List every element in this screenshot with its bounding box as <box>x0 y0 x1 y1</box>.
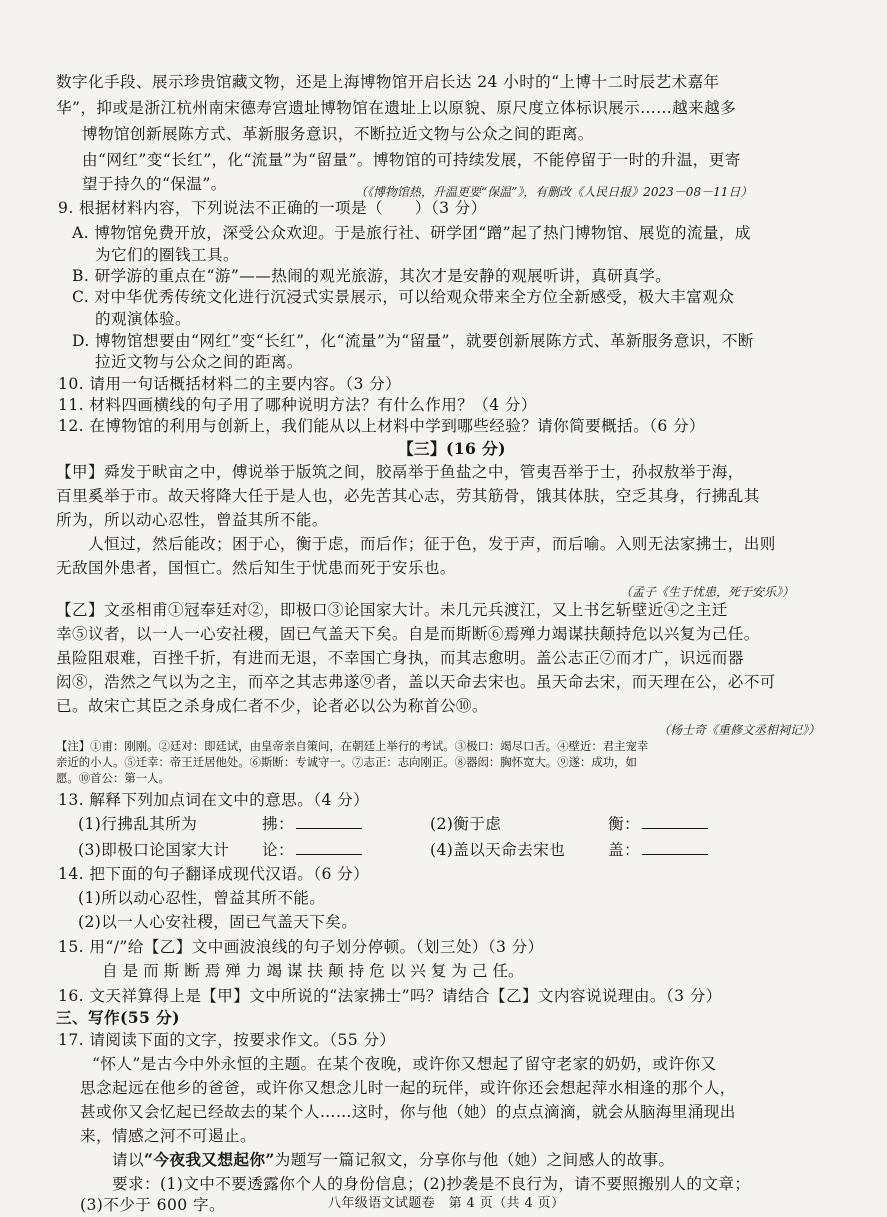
jia-line: 百里奚举于市。故天将降大任于是人也，必先苦其心志，劳其筋骨，饿其体肤，空乏其身，行拂乱其 <box>56 487 760 505</box>
material-line: 华”，抑或是浙江杭州南宋德寿宫遗址博物馆在遗址上以原貌、原尺度立体标识展示……越来越多 <box>56 99 737 117</box>
question-13: 13. 解释下列加点词在文中的意思。（4 分） <box>58 791 370 809</box>
q13-item: (3)即极口论国家大计 <box>78 841 230 859</box>
question-11: 11. 材料四画横线的句子用了哪种说明方法？有什么作用？（4 分） <box>58 396 537 414</box>
question-17: 17. 请阅读下面的文字，按要求作文。（55 分） <box>58 1031 396 1049</box>
q9-option: B. 研学游的重点在“游”——热闹的观光旅游，其次才是安静的观展听讲，真研真学。 <box>72 267 672 285</box>
prompt-line: 来，情感之河不可遏止。 <box>80 1127 256 1145</box>
q14-item: (1)所以动心忍性，曾益其所不能。 <box>78 889 326 907</box>
prompt-line: “怀人”是古今中外永恒的主题。在某个夜晚，或许你又想起了留守老家的奶奶，或许你又 <box>92 1055 717 1073</box>
q9-option: 的观演体验。 <box>95 310 191 328</box>
question-9: 9. 根据材料内容，下列说法不正确的一项是（ ）（3 分） <box>58 199 487 217</box>
question-14: 14. 把下面的句子翻译成现代汉语。（6 分） <box>58 865 370 883</box>
prompt-line: 甚或你又会忆起已经故去的某个人……这时，你与他（她）的点点滴滴，就会从脑海里涌现出 <box>80 1103 736 1121</box>
yi-line: 已。故宋亡其臣之杀身成仁者不少，论者必以公为称首公⑩。 <box>56 697 488 715</box>
q13-item: (4)盖以天命去宋也 <box>430 841 566 859</box>
requirement-line: 要求：(1)文中不要透露你个人的身份信息；(2)抄袭是不良行为，请不要照搬别人的文章； <box>112 1175 751 1193</box>
yi-source: （杨士奇《重修文丞相祠记》） <box>658 723 821 737</box>
question-15: 15. 用“/”给【乙】文中画波浪线的句子划分停顿。（划三处）（3 分） <box>58 938 544 956</box>
task-prefix: 请以 <box>112 1151 144 1169</box>
answer-blank[interactable] <box>296 812 362 829</box>
q13-answer[interactable] <box>608 812 708 836</box>
yi-line: 闳⑧，浩然之气以为之主，而卒之其志弗遂⑨者，盖以天命去宋也。虽天命去宋，而天理在公，必不可 <box>56 673 776 691</box>
yi-line: 虽险阻艰难，百挫千折，有进而无退，不幸国亡身执，而其志愈明。盖公志正⑦而才广，识远而器 <box>56 649 744 667</box>
q13-answer[interactable] <box>262 812 362 836</box>
yi-line: 【乙】文丞相甫①冠奉廷对②，即极口③论国家大计。未几元兵渡江，又上书乞斩壁近④之主迁 <box>56 601 728 619</box>
q13-word: 论： <box>262 841 294 859</box>
annotation-line: 【注】①甫：刚刚。②廷对：即廷试，由皇帝亲自策问，在朝廷上举行的考试。③极口：竭尽口舌。④壁近：君主宠幸 <box>56 739 649 753</box>
q9-option: C. 对中华优秀传统文化进行沉浸式实景展示，可以给观众带来全方位全新感受，极大丰富观众 <box>72 288 735 306</box>
essay-title: “今夜我又想起你” <box>144 1150 275 1169</box>
q9-option: 拉近文物与公众之间的距离。 <box>95 353 303 371</box>
answer-blank[interactable] <box>642 838 708 855</box>
q13-word: 拂： <box>262 815 294 833</box>
q13-word: 盖： <box>608 841 640 859</box>
q15-sentence: 自 是 而 斯 断 焉 殚 力 竭 谋 扶 颠 持 危 以 兴 复 为 己 任。 <box>102 962 524 980</box>
annotation-line: 亲近的小人。⑤迁幸：帝王迁居他处。⑥斯断：专诚守一。⑦志正：志向刚正。⑧器闳：胸怀宽大。⑨遂：成功，如 <box>56 755 637 769</box>
q13-answer[interactable] <box>262 838 362 862</box>
material-line: 博物馆创新展陈方式、革新服务意识，不断拉近文物与公众之间的距离。 <box>82 125 594 143</box>
task-suffix: 为题写一篇记叙文，分享你与他（她）之间感人的故事。 <box>274 1151 675 1169</box>
q9-option: A. 博物馆免费开放，深受公众欢迎。于是旅行社、研学团“蹭”起了热门博物馆、展览的流量，成 <box>72 224 751 242</box>
q9-option: 为它们的圈钱工具。 <box>95 246 239 264</box>
requirement-line: (3)不少于 600 字。 <box>80 1196 225 1214</box>
prompt-line: 思念起远在他乡的爸爸，或许你又想念儿时一起的玩伴，或许你还会想起萍水相逢的那个人， <box>80 1079 736 1097</box>
material-line: 望于持久的“保温”。 <box>82 175 227 193</box>
question-12: 12. 在博物馆的利用与创新上，我们能从以上材料中学到哪些经验？请你简要概括。（6 分） <box>58 417 705 435</box>
jia-line: 【甲】舜发于畎亩之中，傅说举于版筑之间，胶鬲举于鱼盐之中，管夷吾举于士，孙叔敖举于海， <box>56 463 744 481</box>
page-footer: 八年级语文试题卷 第 4 页（共 4 页） <box>328 1196 565 1211</box>
yi-line: 幸⑤议者，以一人一心安社稷，固已气盖天下矣。自是而斯断⑥焉殚力竭谋扶颠持危以兴复为己任。 <box>56 625 760 643</box>
annotation-line: 愿。⑩首公：第一人。 <box>56 771 170 785</box>
question-10: 10. 请用一句话概括材料二的主要内容。（3 分） <box>58 375 402 393</box>
material-line: 由“网红”变“长红”，化“流量”为“留量”。博物馆的可持续发展，不能停留于一时的升温，更寄 <box>82 151 741 169</box>
question-16: 16. 文天祥算得上是【甲】文中所说的“法家拂士”吗？请结合【乙】文内容说说理由。（3 分） <box>58 987 722 1005</box>
jia-line: 人恒过，然后能改；困于心，衡于虑，而后作；征于色，发于声，而后喻。入则无法家拂士，出则 <box>88 535 776 553</box>
q9-option: D. 博物馆想要由“网红”变“长红”，化“流量”为“留量”，就要创新展陈方式、革新服务意识，不断 <box>72 332 754 350</box>
material-line: 数字化手段、展示珍贵馆藏文物，还是上海博物馆开启长达 24 小时的“上博十二时辰艺术嘉年 <box>56 73 720 91</box>
answer-blank[interactable] <box>296 838 362 855</box>
writing-heading: 三、写作(55 分) <box>56 1008 180 1027</box>
task-line <box>112 1148 675 1172</box>
q13-answer[interactable] <box>608 838 708 862</box>
section-3-heading: 【三】(16 分) <box>398 439 506 458</box>
jia-line: 所为，所以动心忍性，曾益其所不能。 <box>56 511 328 529</box>
answer-blank[interactable] <box>642 812 708 829</box>
jia-line: 无敌国外患者，国恒亡。然后知生于忧患而死于安乐也。 <box>56 559 456 577</box>
q13-word: 衡： <box>608 815 640 833</box>
jia-source: （孟子《生于忧患，死于安乐》） <box>620 585 795 599</box>
q13-item: (2)衡于虑 <box>430 815 502 833</box>
material-source: （《博物馆热，升温更要“保温”》，有删改《人民日报》2023－08－11日） <box>355 185 753 199</box>
q14-item: (2)以一人心安社稷，固已气盖天下矣。 <box>78 913 358 931</box>
q13-item: (1)行拂乱其所为 <box>78 815 198 833</box>
